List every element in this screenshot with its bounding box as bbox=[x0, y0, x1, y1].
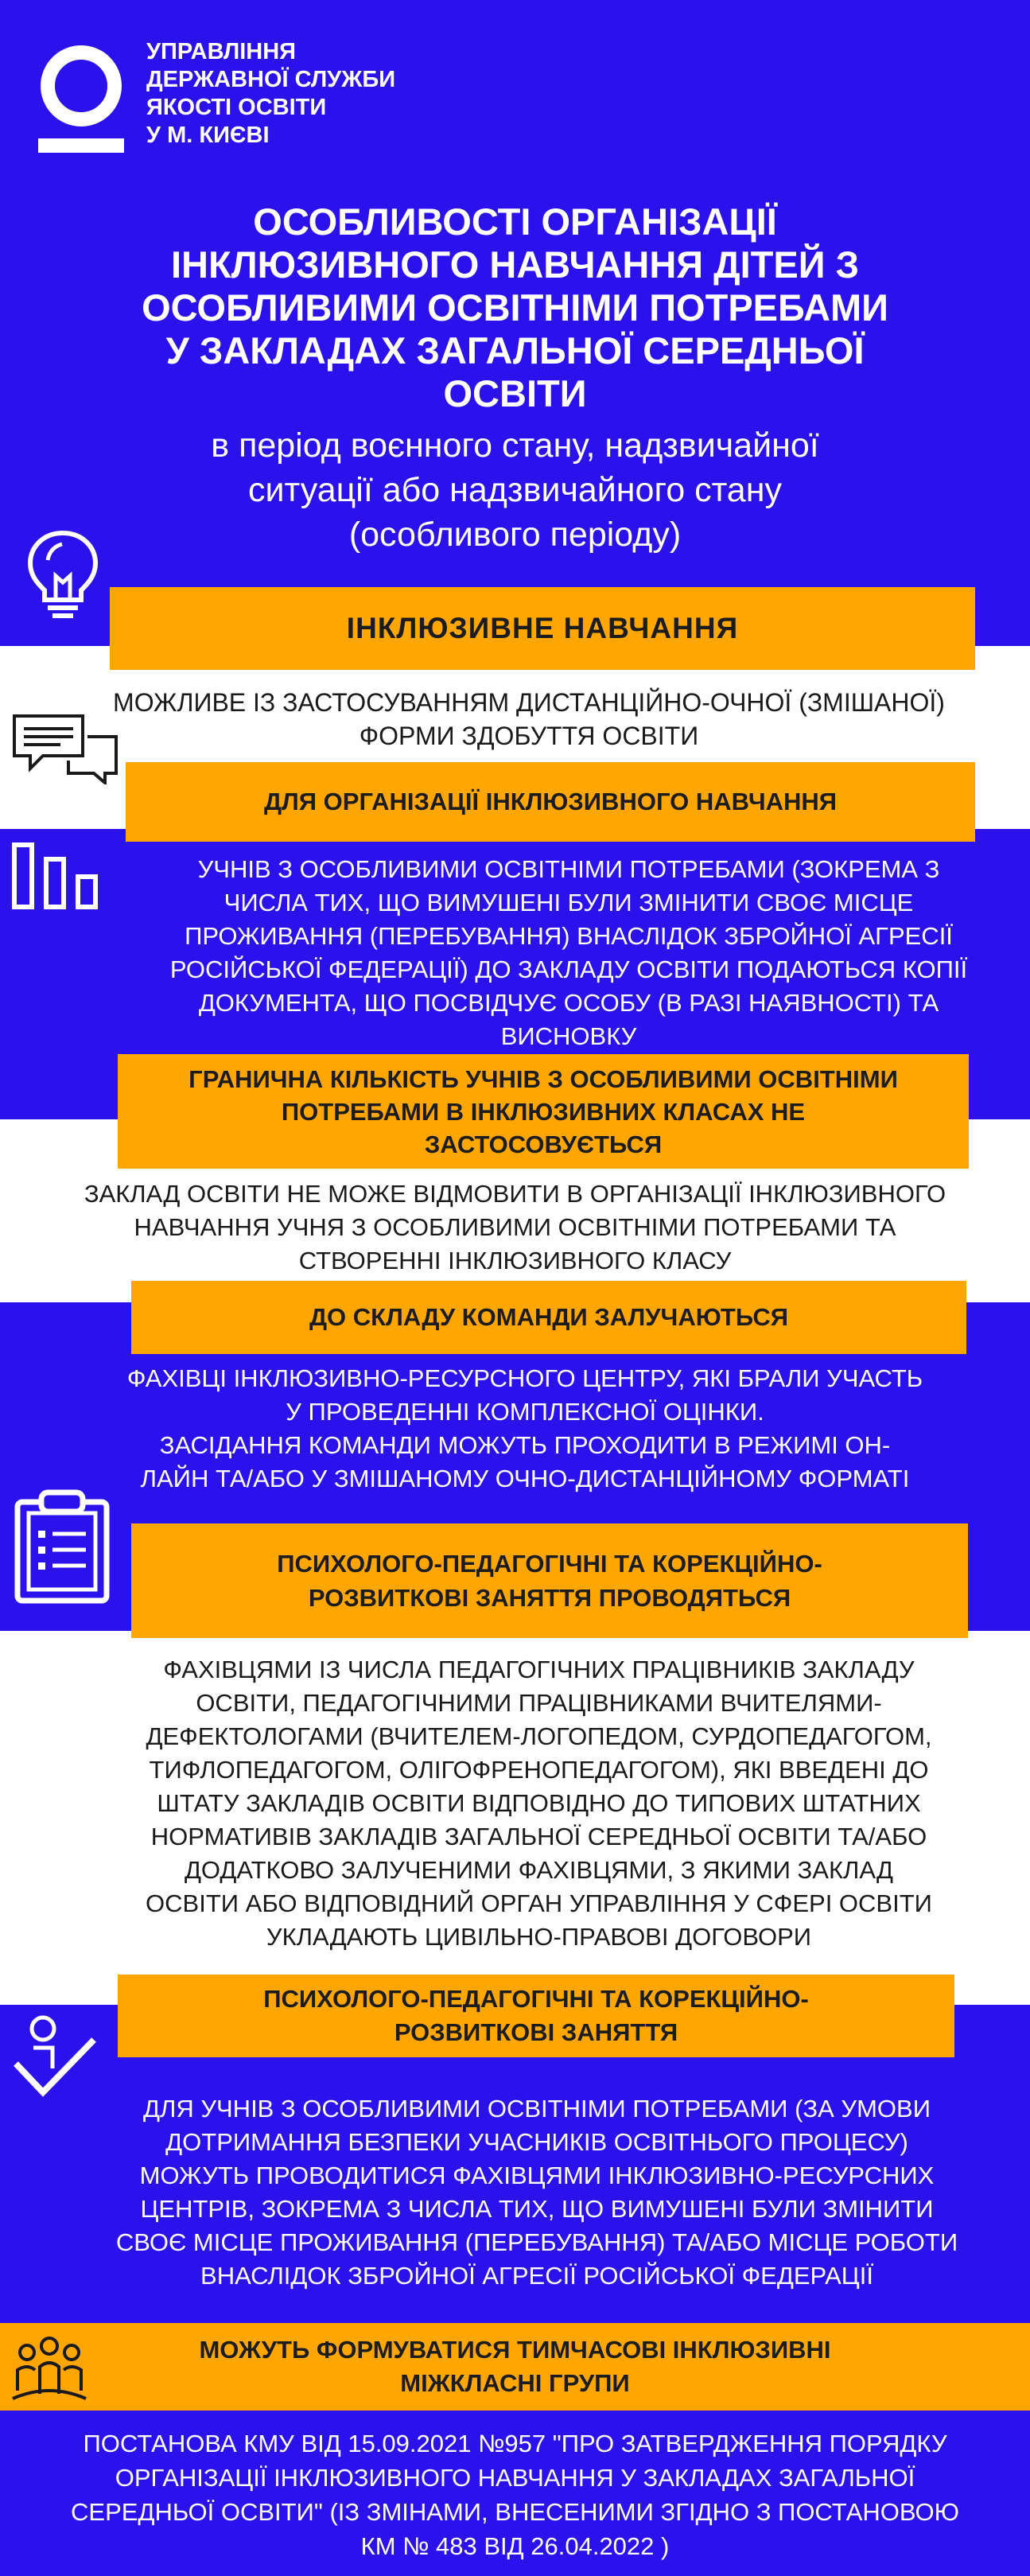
section-2-text-line: ЧИСЛА ТИХ, ЩО ВИМУШЕНІ БУЛИ ЗМІНИТИ СВОЄ МІСЦЕ bbox=[223, 889, 914, 916]
section-5-text-line: НОРМАТИВІВ ЗАКЛАДІВ ЗАГАЛЬНОЇ СЕРЕДНЬОЇ ОСВІТИ ТА/АБО bbox=[150, 1823, 927, 1850]
lightbulb-icon bbox=[21, 527, 105, 621]
section-4-heading: ДО СКЛАДУ КОМАНДИ ЗАЛУЧАЮТЬСЯ bbox=[131, 1281, 966, 1354]
section-3-text-line: НАВЧАННЯ УЧНЯ З ОСОБЛИВИМИ ОСВІТНІМИ ПОТРЕБАМИ ТА bbox=[134, 1213, 896, 1241]
footer-citation-line: ПОСТАНОВА КМУ ВІД 15.09.2021 №957 "ПРО ЗАТВЕРДЖЕННЯ ПОРЯДКУ bbox=[83, 2430, 947, 2457]
org-name-line: ДЕРЖАВНОЇ СЛУЖБИ bbox=[146, 67, 396, 92]
page-subtitle bbox=[0, 423, 1030, 557]
page-subtitle-line: ситуації або надзвичайного стану bbox=[248, 471, 782, 509]
section-3-text-line: ЗАКЛАД ОСВІТИ НЕ МОЖЕ ВІДМОВИТИ В ОРГАНІЗАЦІЇ ІНКЛЮЗИВНОГО bbox=[84, 1180, 946, 1208]
chat-bubbles-icon bbox=[11, 713, 119, 784]
section-5-heading bbox=[131, 1523, 968, 1638]
section-2-text-line: РОСІЙСЬКОЇ ФЕДЕРАЦІЇ) ДО ЗАКЛАДУ ОСВІТИ ПОДАЮТЬСЯ КОПІЇ bbox=[169, 955, 968, 983]
section-7-heading-line: МІЖКЛАСНІ ГРУПИ bbox=[400, 2369, 630, 2397]
org-name bbox=[146, 38, 464, 150]
org-name-line: УПРАВЛІННЯ bbox=[146, 39, 296, 64]
section-1-text-line: ФОРМИ ЗДОБУТТЯ ОСВІТИ bbox=[359, 722, 699, 750]
section-2-text bbox=[123, 853, 1014, 1053]
section-3-text bbox=[16, 1177, 1014, 1278]
logo-mark-icon bbox=[33, 38, 129, 158]
section-2-heading: ДЛЯ ОРГАНІЗАЦІЇ ІНКЛЮЗИВНОГО НАВЧАННЯ bbox=[126, 762, 975, 842]
footer-citation-line: ОРГАНІЗАЦІЇ ІНКЛЮЗИВНОГО НАВЧАННЯ У ЗАКЛАДАХ ЗАГАЛЬНОЇ bbox=[115, 2464, 915, 2492]
section-5-text-line: ДЕФЕКТОЛОГАМИ (ВЧИТЕЛЕМ-ЛОГОПЕДОМ, СУРДОПЕДАГОГОМ, bbox=[146, 1722, 932, 1750]
footer-citation bbox=[16, 2426, 1014, 2563]
section-7-heading-line: МОЖУТЬ ФОРМУВАТИСЯ ТИМЧАСОВІ ІНКЛЮЗИВНІ bbox=[199, 2336, 831, 2364]
checkmark-person-icon bbox=[11, 2013, 99, 2100]
section-2-text-line: ПРОЖИВАННЯ (ПЕРЕБУВАННЯ) ВНАСЛІДОК ЗБРОЙНОЇ АГРЕСІЇ bbox=[185, 922, 953, 950]
section-4-text-line: ЗАСІДАННЯ КОМАНДИ МОЖУТЬ ПРОХОДИТИ В РЕЖИМІ ОН- bbox=[159, 1431, 891, 1459]
section-5-text-line: ТИФЛОПЕДАГОГОМ, ОЛІГОФРЕНОПЕДАГОГОМ), ЯКІ ВВЕДЕНІ ДО bbox=[149, 1756, 929, 1784]
section-5-text-line: ШТАТУ ЗАКЛАДІВ ОСВІТИ ВІДПОВІДНО ДО ТИПОВИХ ШТАТНИХ bbox=[157, 1789, 921, 1817]
section-5-text bbox=[64, 1653, 1014, 1954]
section-4-text bbox=[80, 1362, 970, 1496]
group-people-icon bbox=[10, 2335, 89, 2402]
section-3-text-line: СТВОРЕННІ ІНКЛЮЗИВНОГО КЛАСУ bbox=[298, 1247, 732, 1274]
section-3-heading-line: ПОТРЕБАМИ В ІНКЛЮЗИВНИХ КЛАСАХ НЕ bbox=[281, 1097, 806, 1126]
section-5-text-line: ФАХІВЦЯМИ ІЗ ЧИСЛА ПЕДАГОГІЧНИХ ПРАЦІВНИКІВ ЗАКЛАДУ bbox=[163, 1656, 915, 1683]
section-6-text-line: ДЛЯ УЧНІВ З ОСОБЛИВИМИ ОСВІТНІМИ ПОТРЕБАМИ (ЗА УМОВИ bbox=[142, 2095, 931, 2123]
section-4-text-line: У ПРОВЕДЕННІ КОМПЛЕКСНОЇ ОЦІНКИ. bbox=[286, 1398, 764, 1426]
section-5-text-line: ОСВІТИ АБО ВІДПОВІДНИЙ ОРГАН УПРАВЛІННЯ У СФЕРІ ОСВІТИ bbox=[146, 1889, 932, 1917]
page-title-line: ОСОБЛИВИМИ ОСВІТНІМИ ПОТРЕБАМИ bbox=[142, 286, 888, 329]
section-6-text-line: СВОЄ МІСЦЕ ПРОЖИВАННЯ (ПЕРЕБУВАННЯ) ТА/АБО МІСЦЕ РОБОТИ bbox=[115, 2228, 958, 2256]
page-title-line: ІНКЛЮЗИВНОГО НАВЧАННЯ ДІТЕЙ З bbox=[170, 243, 860, 286]
section-5-text-line: УКЛАДАЮТЬ ЦИВІЛЬНО-ПРАВОВІ ДОГОВОРИ bbox=[266, 1923, 812, 1951]
section-4-text-line: ФАХІВЦІ ІНКЛЮЗИВНО-РЕСУРСНОГО ЦЕНТРУ, ЯКІ БРАЛИ УЧАСТЬ bbox=[126, 1364, 923, 1392]
section-3-heading-line: ГРАНИЧНА КІЛЬКІСТЬ УЧНІВ З ОСОБЛИВИМИ ОСВІТНІМИ bbox=[189, 1064, 898, 1093]
page-subtitle-line: (особливого періоду) bbox=[348, 516, 682, 554]
section-1-heading: ІНКЛЮЗИВНЕ НАВЧАННЯ bbox=[110, 587, 975, 670]
section-5-text-line: ДОДАТКОВО ЗАЛУЧЕНИМИ ФАХІВЦЯМИ, З ЯКИМИ ЗАКЛАД bbox=[184, 1856, 894, 1884]
bar-chart-icon bbox=[11, 842, 99, 910]
page-subtitle-line: в період воєнного стану, надзвичайної bbox=[211, 426, 819, 465]
page-title-line: ОСВІТИ bbox=[443, 372, 587, 414]
section-5-text-line: ОСВІТИ, ПЕДАГОГІЧНИМИ ПРАЦІВНИКАМИ ВЧИТЕЛЯМИ- bbox=[196, 1689, 882, 1717]
section-2-text-line: ВИСНОВКУ bbox=[500, 1022, 637, 1050]
section-5-heading-line: ПСИХОЛОГО-ПЕДАГОГІЧНІ ТА КОРЕКЦІЙНО- bbox=[277, 1550, 822, 1578]
section-6-heading-line: ПСИХОЛОГО-ПЕДАГОГІЧНІ ТА КОРЕКЦІЙНО- bbox=[263, 1985, 809, 2013]
section-2-text-line: УЧНІВ З ОСОБЛИВИМИ ОСВІТНІМИ ПОТРЕБАМИ (ЗОКРЕМА З bbox=[197, 855, 940, 883]
page-title bbox=[0, 200, 1030, 415]
section-7-heading bbox=[0, 2323, 1030, 2411]
section-6-text-line: ВНАСЛІДОК ЗБРОЙНОЇ АГРЕСІЇ РОСІЙСЬКОЇ ФЕДЕРАЦІЇ bbox=[200, 2262, 873, 2290]
org-name-line: ЯКОСТІ ОСВІТИ bbox=[146, 95, 327, 120]
page-title-line: У ЗАКЛАДАХ ЗАГАЛЬНОЇ СЕРЕДНЬОЇ bbox=[165, 329, 865, 372]
section-1-text bbox=[48, 686, 1010, 753]
section-3-heading bbox=[118, 1054, 969, 1169]
section-6-heading bbox=[118, 1975, 954, 2057]
section-2-text-line: ДОКУМЕНТА, ЩО ПОСВІДЧУЄ ОСОБУ (В РАЗІ НАЯВНОСТІ) ТА bbox=[198, 989, 939, 1017]
section-6-text-line: МОЖУТЬ ПРОВОДИТИСЯ ФАХІВЦЯМИ ІНКЛЮЗИВНО-РЕСУРСНИХ bbox=[139, 2162, 935, 2189]
section-6-heading-line: РОЗВИТКОВІ ЗАНЯТТЯ bbox=[394, 2018, 678, 2046]
section-6-text-line: ДОТРИМАННЯ БЕЗПЕКИ УЧАСНИКІВ ОСВІТНЬОГО ПРОЦЕСУ) bbox=[165, 2128, 908, 2156]
section-6-text-line: ЦЕНТРІВ, ЗОКРЕМА З ЧИСЛА ТИХ, ЩО ВИМУШЕНІ БУЛИ ЗМІНИТИ bbox=[140, 2195, 934, 2223]
section-1-text-line: МОЖЛИВЕ ІЗ ЗАСТОСУВАННЯМ ДИСТАНЦІЙНО-ОЧНОЇ (ЗМІШАНОЇ) bbox=[113, 688, 945, 717]
section-6-text bbox=[80, 2092, 994, 2293]
section-4-text-line: ЛАЙН ТА/АБО У ЗМІШАНОМУ ОЧНО-ДИСТАНЦІЙНОМУ ФОРМАТІ bbox=[140, 1465, 910, 1492]
org-name-line: У М. КИЄВІ bbox=[146, 123, 270, 148]
footer-citation-line: КМ № 483 ВІД 26.04.2022 ) bbox=[360, 2532, 670, 2560]
clipboard-icon bbox=[11, 1486, 113, 1605]
page-title-line: ОСОБЛИВОСТІ ОРГАНІЗАЦІЇ bbox=[253, 200, 777, 243]
footer-citation-line: СЕРЕДНЬОЇ ОСВІТИ" (ІЗ ЗМІНАМИ, ВНЕСЕНИМИ ЗГІДНО З ПОСТАНОВОЮ bbox=[71, 2498, 959, 2526]
section-3-heading-line: ЗАСТОСОВУЄТЬСЯ bbox=[424, 1130, 663, 1158]
section-5-heading-line: РОЗВИТКОВІ ЗАНЯТТЯ ПРОВОДЯТЬСЯ bbox=[308, 1584, 791, 1612]
